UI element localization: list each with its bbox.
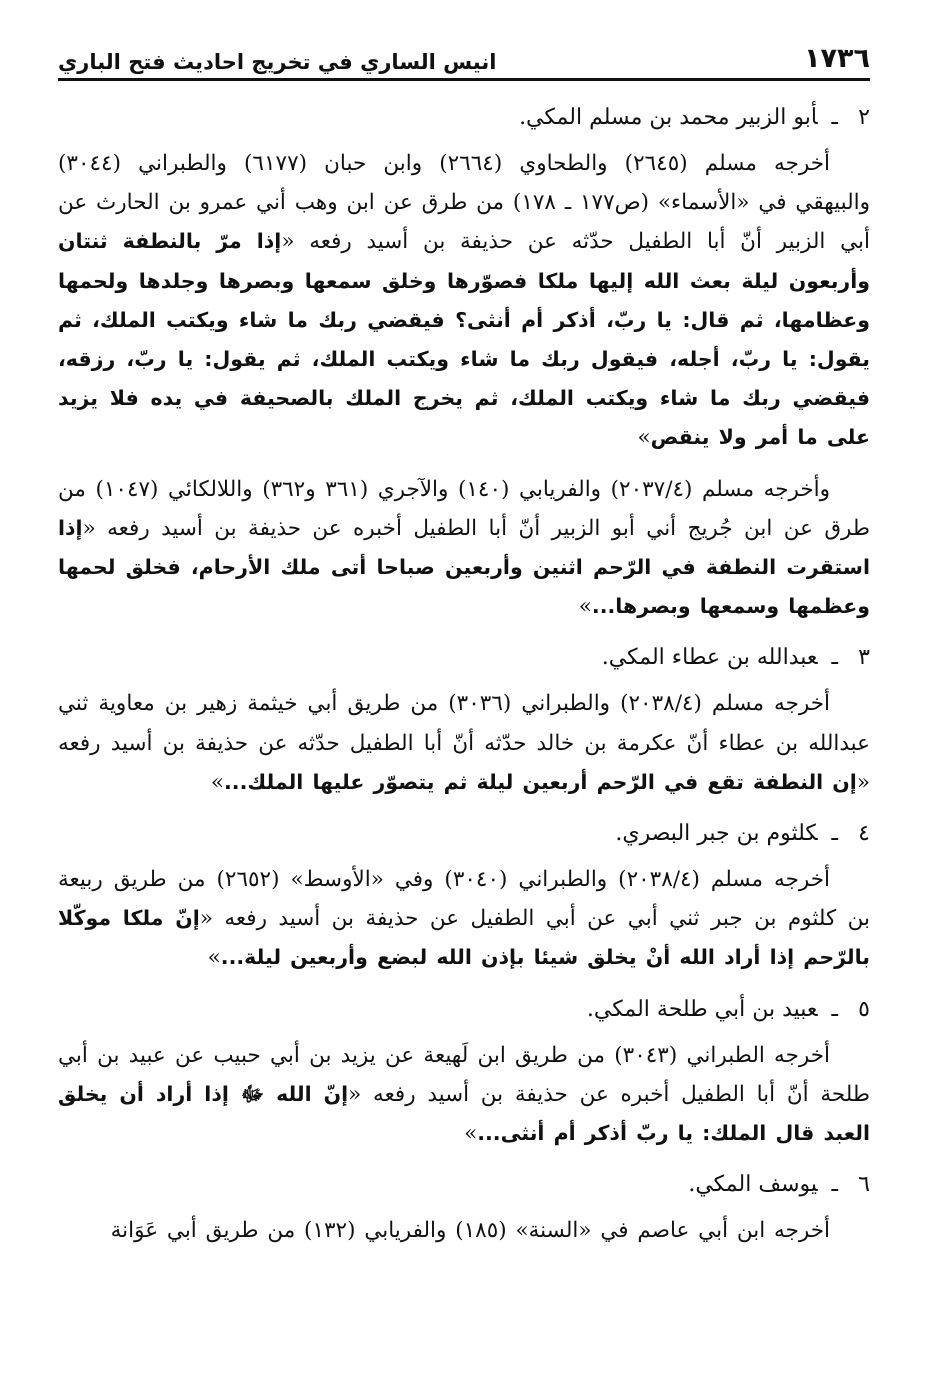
entry-number: ٦ [858, 1172, 870, 1198]
takhrij-paragraph [58, 1036, 870, 1154]
entry-heading: ٥ـعبيد بن أبي طلحة المكي. [58, 990, 870, 1030]
quote-close: » [210, 769, 225, 795]
narrator-name: كلثوم بن جبر البصري. [615, 821, 818, 847]
narrator-name: يوسف المكي. [688, 1172, 818, 1198]
entry-heading: ٦ـيوسف المكي. [58, 1165, 870, 1205]
hadith-text: إذا مرّ بالنطفة ثنتان وأربعون ليلة بعث الله إليها ملكا فصوّرها وخلق سمعها وبصرها وجلدها ولحمها وعظامها، ثم قال: يا ربّ، أذكر أم أنثى؟ فيقضي ربك ما شاء ويكتب الملك، ثم يقول: يا ربّ، أجله، فيقول ربك ما شاء ويكتب الملك، ثم يقول: يا ربّ، رزقه، فيقضي ربك ما شاء ويكتب الملك، ثم يخرج الملك بالصحيفة في يده فلا يزيد على ما أمر ولا ينقص [58, 229, 870, 450]
takhrij-paragraph [58, 470, 870, 627]
page-header [58, 34, 870, 81]
quote-close: » [207, 945, 221, 971]
quote-close: » [578, 594, 592, 620]
narrator-name: عبيد بن أبي طلحة المكي. [586, 996, 818, 1022]
entry-heading: ٤ـكلثوم بن جبر البصري. [58, 814, 870, 854]
entry-number: ٣ [858, 645, 870, 671]
citation-text: أخرجه مسلم (٢٦٤٥) والطحاوي (٢٦٦٤) وابن حبان (٦١٧٧) والطبراني (٣٠٤٤) والبيهقي في «الأسماء» (ص١٧٧ ـ ١٧٨) من طرق عن ابن وهب أني عمرو بن الحارث عن أبي الزبير أنّ أبا الطفيل حدّثه عن حذيفة بن أسيد رفعه « [58, 151, 871, 255]
citation-text: أخرجه الطبراني (٣٠٤٣) من طريق ابن لَهيعة عن يزيد بن أبي حبيب عن عبيد بن أبي طلحة أنّ أبا الطفيل أخبره عن حذيفة بن أسيد رفعه « [58, 1042, 870, 1107]
citation-text: أخرجه مسلم (٢٠٣٨/٤) والطبراني (٣٠٤٠) وفي «الأوسط» (٢٦٥٢) من طريق ربيعة بن كلثوم بن جبر ثني أبي عن أبي الطفيل عن حذيفة بن أسيد رفعه « [58, 867, 870, 932]
entry-number: ٤ [858, 821, 870, 847]
quote-close: » [464, 1121, 478, 1147]
book-title: انيس الساري في تخريج احاديث فتح الباري [58, 50, 497, 74]
entry-number: ٥ [858, 996, 870, 1022]
page-number: ١٧٣٦ [804, 43, 870, 74]
citation-text: أخرجه مسلم (٢٠٣٨/٤) والطبراني (٣٠٣٦) من طريق أبي خيثمة زهير بن معاوية ثني عبدالله بن عطاء أنّ عكرمة بن خالد حدّثه أنّ أبا الطفيل حدّثه عن حذيفة بن أسيد رفعه « [58, 691, 870, 795]
takhrij-paragraph [58, 1211, 870, 1250]
quote-close: » [637, 425, 651, 451]
hadith-text: إنّ الله ﷻ إذا أراد أن يخلق العبد قال الملك: يا ربّ أذكر أم أنثى... [58, 1081, 870, 1146]
entry-heading: ٢ـأبو الزبير محمد بن مسلم المكي. [58, 98, 870, 138]
hadith-text: إنّ ملكا موكّلا بالرّحم إذا أراد الله أنْ يخلق شيئا بإذن الله لبضع وأربعين ليلة... [58, 906, 870, 970]
citation-text: أخرجه ابن أبي عاصم في «السنة» (١٨٥) والفريابي (١٣٢) من طريق أبي عَوَانة [110, 1218, 830, 1244]
hadith-text: إذا استقرت النطفة في الرّحم اثنين وأربعين صباحا أتى ملك الأرحام، فخلق لحمها وعظمها وسمعها وبصرها... [58, 515, 870, 619]
citation-text: وأخرجه مسلم (٢٠٣٧/٤) والفريابي (١٤٠) والآجري (٣٦١ و٣٦٢) واللالكائي (١٠٤٧) من طرق عن ابن جُريج أني أبو الزبير أنّ أبا الطفيل أخبره عن حذيفة بن أسيد رفعه « [58, 476, 870, 541]
entry-number: ٢ [858, 105, 870, 130]
page-body [58, 94, 870, 1262]
takhrij-paragraph [58, 144, 870, 458]
takhrij-paragraph [58, 684, 870, 802]
takhrij-paragraph [58, 860, 870, 978]
narrator-name: عبدالله بن عطاء المكي. [601, 645, 818, 671]
entry-heading: ٣ـعبدالله بن عطاء المكي. [58, 638, 870, 678]
hadith-text: إن النطفة تقع في الرّحم أربعين ليلة ثم يتصوّر عليها الملك... [224, 769, 857, 794]
narrator-name: أبو الزبير محمد بن مسلم المكي. [519, 105, 818, 130]
